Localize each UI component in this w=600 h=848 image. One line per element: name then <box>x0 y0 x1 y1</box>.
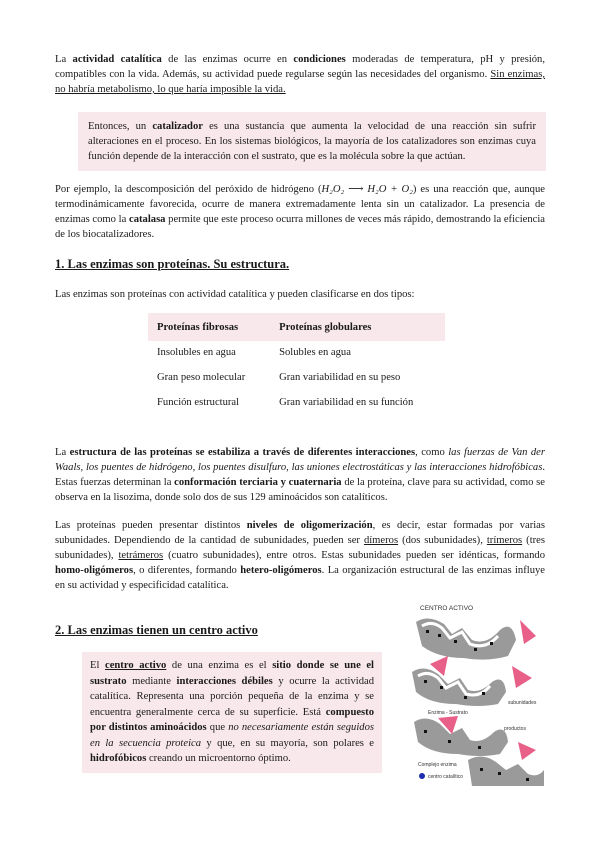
oligomerization-paragraph: Las proteínas pueden presentar distintos niveles de oligomerización, es decir, estar formadas por varias subunidades. Dependiendo de la cantidad de subunidades, pueden ser dímeros (dos subunidades), trímeros (tres subunidades), tetrámeros (cuatro subunidades), entre otros. Estas subunidades pueden ser idénticas, formando homo-oligómeros, o diferentes, formando hetero-oligómeros. La organización estructural de las enzimas influye en su actividad y especificidad catalítica. <box>55 520 545 591</box>
table-row: Función estructural Gran variabilidad en su función <box>157 397 414 408</box>
intro-paragraph: La actividad catalítica de las enzimas ocurre en condiciones moderadas de temperatura, pH y presión, compatibles con la vida. Además, su actividad puede regularse según las necesidades del organismo. Sin enzimas, no habría metabolismo, lo que haría imposible la vida. <box>55 54 546 95</box>
table-header-fibrous: Proteínas fibrosas <box>148 313 270 341</box>
protein-types-table <box>148 313 445 416</box>
section-heading-2: 2. Las enzimas tienen un centro activo <box>55 623 258 637</box>
catalase-paragraph: Por ejemplo, la descomposición del peróxido de hidrógeno (H₂O₂ ⟶ H₂O + O₂) es una reacción que, aunque termodinámicamente favorecida, ocurre de manera extremadamente lenta sin un catalizador. La presencia de enzimas como la catalasa permite que este proceso ocurra millones de veces más rápido, demostrando la eficiencia de los biocatalizadores. <box>55 184 546 240</box>
enzyme-shape-3 <box>414 718 508 756</box>
catalyst-definition-box: Entonces, un catalizador es una sustancia que aumenta la velocidad de una reacción sin sufrir alteraciones en el proceso. En los sistemas biológicos, la mayoría de los catalizadores son enzimas cuya función depende de la interacción con el sustrato, que es la molécula sobre la que actúan. <box>78 112 546 171</box>
label-complex: Complejo enzima <box>418 762 457 768</box>
active-site-diagram <box>408 600 548 788</box>
protein-types-intro: Las enzimas son proteínas con actividad catalítica y pueden clasificarse en dos tipos: <box>55 289 415 300</box>
table-row: Gran peso molecular Gran variabilidad en su peso <box>157 372 401 383</box>
enzyme-shape-4 <box>468 756 544 786</box>
table-row: Insolubles en agua Solubles en agua <box>157 347 351 358</box>
reaction-formula: H₂O₂ ⟶ H₂O + O₂ <box>321 184 413 195</box>
label-products: productos <box>504 726 526 732</box>
product-shape <box>518 742 536 760</box>
table-header-globular: Proteínas globulares <box>270 313 445 341</box>
diagram-title: CENTRO ACTIVO <box>420 605 474 612</box>
catalytic-site-dot <box>419 773 425 779</box>
substrate-shape-3 <box>512 666 532 688</box>
structure-paragraph: La estructura de las proteínas se estabiliza a través de diferentes interacciones, como las fuerzas de Van der Waals, los puentes de hidrógeno, los puentes disulfuro, las uniones electrostáticas y las interacciones hidrofóbicas. Estas fuerzas determinan la conformación terciaria y cuaternaria de la proteína, clave para su actividad, como se observa en la lisozima, donde solo dos de sus 129 aminoácidos son catalíticos. <box>55 447 546 503</box>
label-catalytic-center: centro catalítico <box>428 774 464 780</box>
label-enzyme-substrate: Enzima - Sustrato <box>428 710 468 716</box>
label-subunits: subunidades <box>508 700 537 706</box>
section-heading-1: 1. Las enzimas son proteínas. Su estructura. <box>55 257 290 271</box>
active-site-box: El centro activo de una enzima es el sitio donde se une el sustrato mediante interacciones débiles y ocurre la actividad catalítica. Representa una porción pequeña de la enzima y se encuentra generalmente cerca de su superficie. Está compuesto por distintos aminoácidos que no necesariamente están seguidos en la secuencia proteica y que, en su mayoría, son polares e hidrofóbicos creando un microentorno óptimo. <box>82 652 382 773</box>
substrate-shape <box>520 620 536 644</box>
